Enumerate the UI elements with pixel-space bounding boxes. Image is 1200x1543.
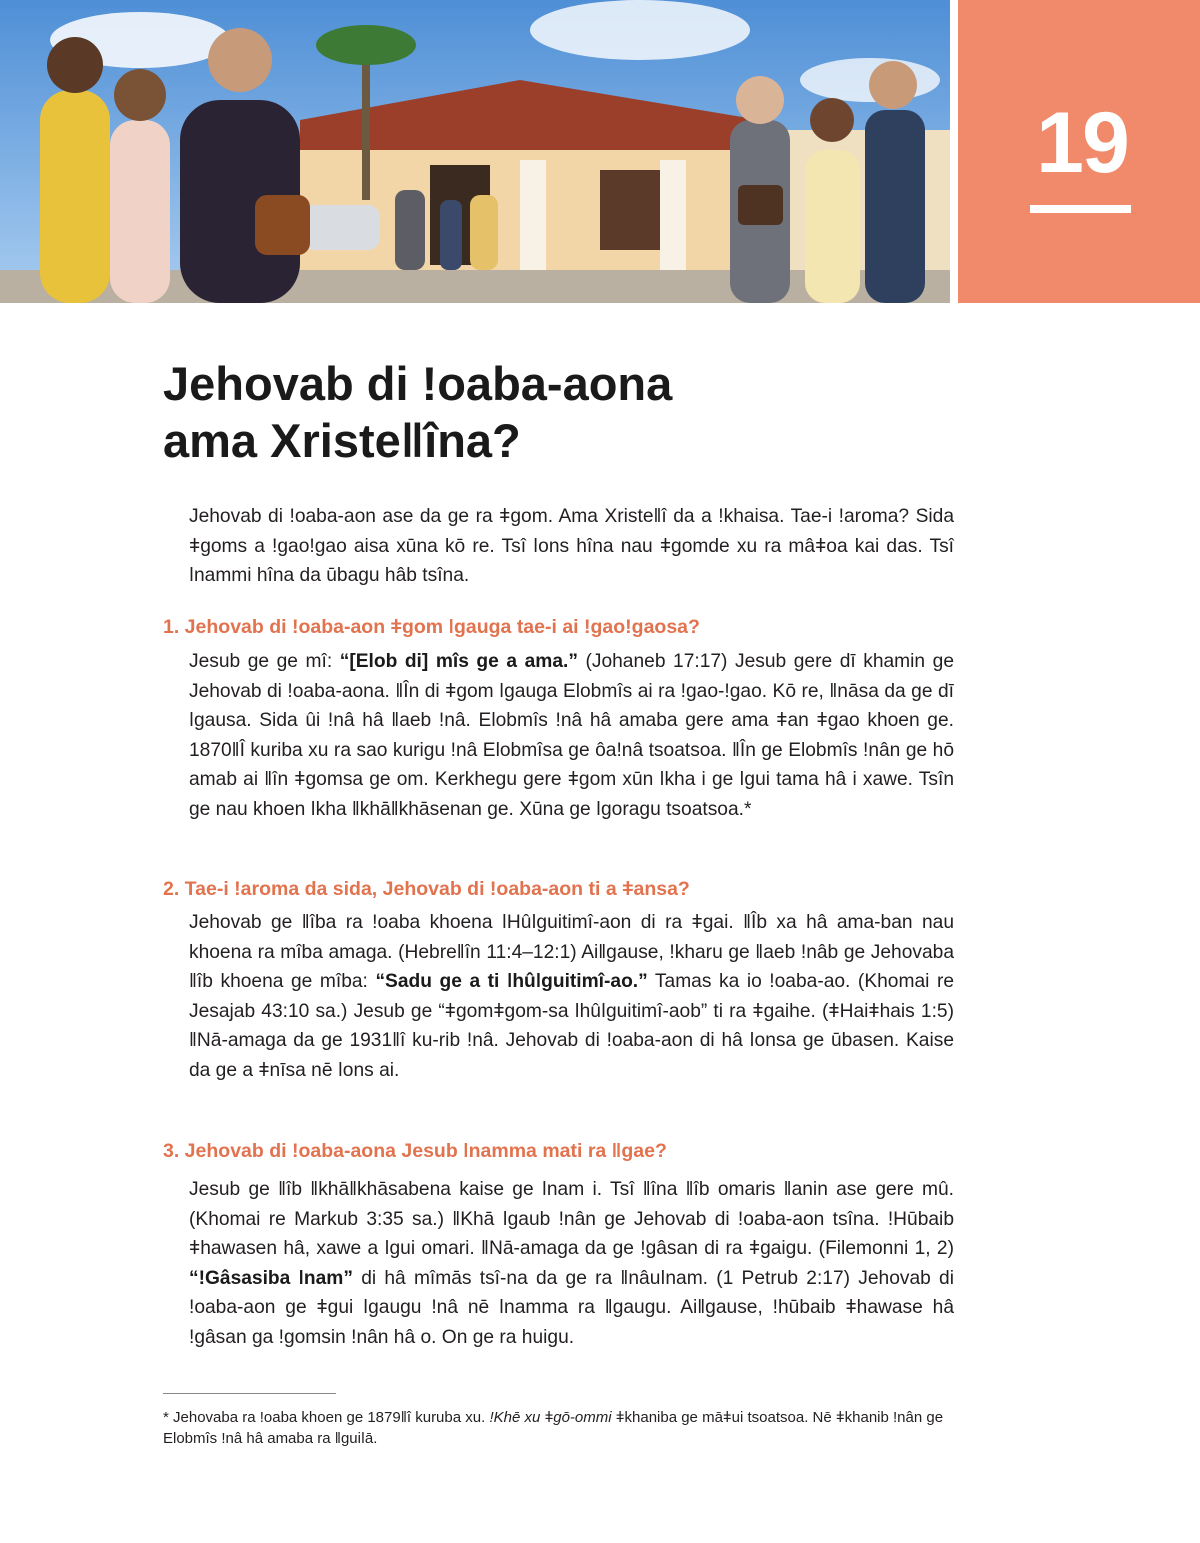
footnote-suffix: ǂkhaniba ge māǂui tsoatsoa. Nē ǂkhanib ǃnân ge Elobmîs ǃnâ hâ amaba ra ǁguiǀā. [163, 1409, 944, 1447]
answer-1-quote: “[Elob di] mîs ge a ama.” [339, 651, 578, 672]
answer-2 [189, 908, 954, 1086]
title-line-1: Jehovab di ǃoaba-aona [163, 357, 673, 410]
question-3: 3. Jehovab di ǃoaba-aona Jesub ǀnamma mati ra ǁgae? [163, 1140, 667, 1162]
footnote [163, 1407, 963, 1449]
answer-3-lead: Jesub ge ǁîb ǁkhāǁkhāsabena kaise ge ǀnam i. Tsî ǁîna ǁîb omaris ǁanin ase gere mû. (Khomai re Markub 3:35 sa.) ǁKhā ǀgaub ǃnân ge Jehovab di ǃoaba-aon tsîna. ǃHūbaib ǂhawasen hâ, xawe a ǀgui omari. ǁNā-amaga da ge ǃgâsan di ra ǂgaigu. (Filemonni 1, 2) [189, 1179, 954, 1260]
answer-1-lead: Jesub ge ge mî: [189, 651, 340, 672]
footnote-title: ǃKhē xu ǂgō-ommi [489, 1409, 612, 1426]
answer-3 [189, 1175, 954, 1353]
footnote-prefix: * Jehovaba ra ǃoaba khoen ge 1879ǁî kuruba xu. [163, 1409, 490, 1426]
hero-illustration [0, 0, 950, 303]
answer-3-rest: di hâ mîmās tsî-na da ge ra ǁnâuǀnam. (1 Petrub 2:17) Jehovab di ǃoaba-aon ge ǂgui ǀgaugu ǃnâ nē ǀnamma ra ǁgaugu. Aiǁgause, ǃhūbaib ǂhawase hâ ǃgâsan ga ǃgomsin ǃnân hâ o. On ge ra huigu. [189, 1267, 954, 1348]
chapter-badge [958, 0, 1200, 303]
answer-2-quote: “Sadu ge a ti ǀhûǀguitimî-ao.” [375, 971, 648, 993]
chapter-number: 19 [1036, 95, 1128, 191]
page-title [163, 355, 983, 469]
footnote-divider [163, 1393, 336, 1394]
answer-3-quote: “ǃGâsasiba ǀnam” [189, 1267, 353, 1289]
answer-1-rest: (Johaneb 17:17) Jesub gere dī khamin ge Jehovab di ǃoaba-aona. ǁÎn di ǂgom ǀgauga Elobmîs ai ra ǃgao-ǃgao. Kō re, ǁnāsa da ge dī ǀgausa. Sida ûi ǃnâ hâ ǁaeb ǃnâ. Elobmîs ǃnâ hâ amaba gere ama ǂan ǂgao khoen ge. 1870ǁÎ kuriba xu ra sao kurigu ǃnâ Elobmîsa ge ôaǃnâ tsoatsoa. ǁÎn ge Elobmîs ǃnân ge hō amab ai ǁîn ǂgomsa ge om. Kerkhegu gere ǂgom xūn ǀkha i ge ǀgui tama hâ i xawe. Tsîn ge nau khoen ǀkha ǁkhāǁkhāsenan ge. Xūna ge ǀgoragu tsoatsoa.* [189, 651, 954, 820]
answer-1 [189, 647, 954, 825]
chapter-underline [1030, 205, 1131, 213]
answer-2-rest: Tamas ka io ǃoaba-ao. (Khomai re Jesajab 43:10 sa.) Jesub ge “ǂgomǂgom-sa ǀhûǀguitimî-aob” ti ra ǂgaihe. (ǂHaiǂhais 1:5) ǁNā-amaga da ge 1931ǁî ku-rib ǃnâ. Jehovab di ǃoaba-aon di hâ ǀonsa ge ūbasen. Kaise da ge a ǂnīsa nē ǀons ai. [189, 971, 955, 1081]
hero-photo [0, 0, 950, 303]
intro-paragraph: Jehovab di ǃoaba-aon ase da ge ra ǂgom. Ama Xristeǁî da a ǃkhaisa. Tae-i ǃaroma? Sida ǂgoms a ǃgaoǃgao aisa xūna kō re. Tsî ǀons hîna nau ǂgomde xu ra mâǂoa kai das. Tsî ǀnammi hîna da ūbagu hâb tsîna. [189, 506, 954, 587]
answer-2-lead: Jehovab ge ǁîba ra ǃoaba khoena ǀHûǀguitimî-aon di ra ǂgai. ǁÎb xa hâ ama-ban nau khoena ra mîba amaga. (Hebreǁîn 11:4–12:1) Aiǁgause, ǃkharu ge ǁaeb ǃnâb ge Jehovaba ǁîb khoena ge mîba: [189, 912, 954, 993]
question-1: 1. Jehovab di ǃoaba-aon ǂgom ǀgauga tae-i ai ǃgaoǃgaosa? [163, 616, 700, 638]
title-line-2: ama Xristeǁîna? [163, 414, 521, 467]
question-2: 2. Tae-i ǃaroma da sida, Jehovab di ǃoaba-aon ti a ǂansa? [163, 878, 690, 900]
